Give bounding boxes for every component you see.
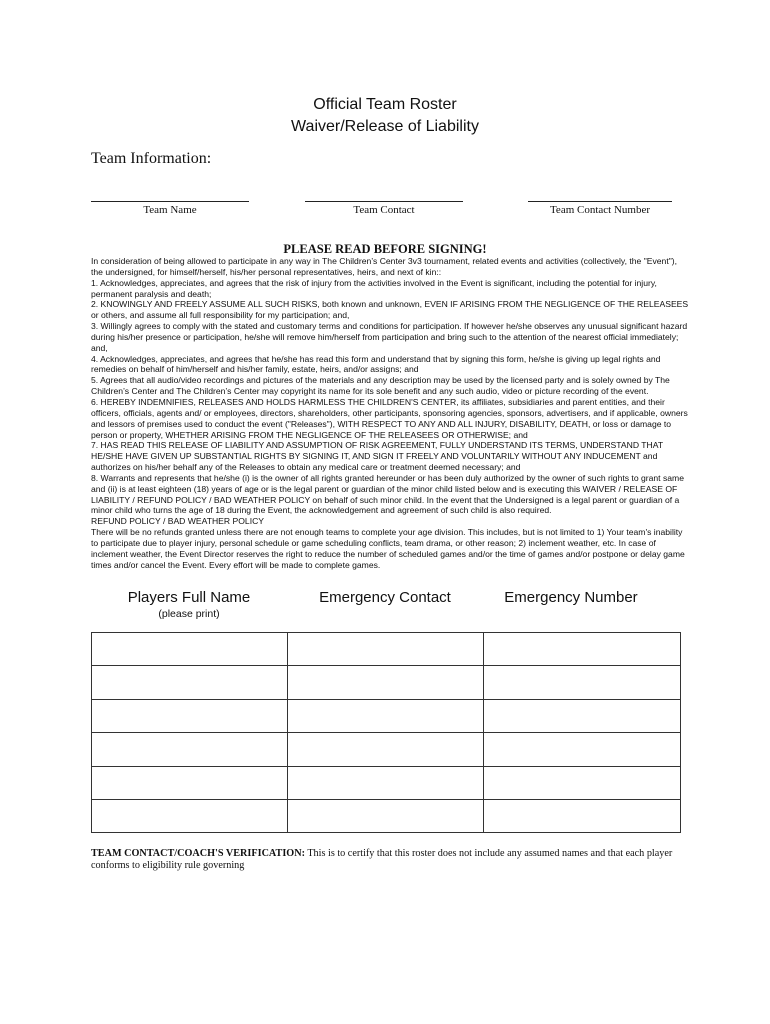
table-row [92, 633, 681, 666]
refund-policy-heading: REFUND POLICY / BAD WEATHER POLICY [91, 516, 265, 527]
refund-policy-text: There will be no refunds granted unless there are not enough teams to complete your age division. This includes, but is not limited to 1) Your team's inability to participate due to player injury, personal schedule or game scheduling conflicts, team drama, or other reason; 2) inclement weather, etc. In case of inclement weather, the Event Director reserves the right to reduce the number of scheduled games and/or the time of games and/or postpone or delay game times and/or cancel the Event. Every effort will be made to complete games. [91, 527, 685, 570]
emergency-number-heading: Emergency Number [504, 589, 638, 606]
waiver-clause-4: 4. Acknowledges, appreciates, and agrees that he/she has read this form and understand that by signing this form, he/she is giving up legal rights and remedies on behalf of him/herself and his/her family, estate, heirs, and/or assigns; and [91, 353, 661, 375]
waiver-clause-8: 8. Warrants and represents that he/she (i) is the owner of all rights granted hereunder or has been duly authorized by the owner of such rights to grant same and (ii) is at least eighteen (18) years of age or is the legal parent or guardian of the minor child listed below and is executing this WAIVER / RELEASE OF LIABILITY / REFUND POLICY / BAD WEATHER POLICY on behalf of such minor child. In the event that the Undersigned is a legal parent or guardian of a minor child who turns the age of 18 during the Event, the acknowledgement and agreement of such child is also required. [91, 472, 684, 516]
emergency-contact-cell[interactable] [288, 666, 484, 699]
player-name-cell[interactable] [92, 699, 288, 732]
waiver-clause-3: 3. Willingly agrees to comply with the stated and customary terms and conditions for participation. If however he/she observes any unusual significant hazard during his/her presence or participation, he/she will remove him/herself from participation and bring such to the attention of the nearest official immediately; and, [91, 321, 688, 353]
emergency-contact-cell[interactable] [288, 699, 484, 732]
emergency-number-cell[interactable] [484, 799, 681, 832]
table-row [92, 666, 681, 699]
team-contact-label: Team Contact [353, 204, 415, 216]
player-name-cell[interactable] [92, 799, 288, 832]
verification-label: TEAM CONTACT/COACH'S VERIFICATION: [91, 848, 305, 859]
table-row [92, 699, 681, 732]
document-subtitle: Waiver/Release of Liability [291, 118, 479, 135]
player-name-cell[interactable] [92, 733, 288, 766]
waiver-terms [91, 256, 691, 570]
please-print-note: (please print) [158, 608, 220, 620]
waiver-clause-2: 2. KNOWINGLY AND FREELY ASSUME ALL SUCH RISKS, both known and unknown, EVEN IF ARISING FROM THE NEGLIGENCE OF THE RELEASEES or others, and assume all full responsibility for my participation; and, [91, 299, 689, 321]
waiver-intro: In consideration of being allowed to participate in any way in The Children’s Center 3v3 tournament, related events and activities (collectively, the "Event"), the undersigned, for himself/herself, his/her personal representatives, heirs, and next of kin:: [91, 256, 678, 277]
team-name-line[interactable] [91, 201, 249, 202]
player-name-cell[interactable] [92, 633, 288, 666]
emergency-number-cell[interactable] [484, 733, 681, 766]
please-read-heading: PLEASE READ BEFORE SIGNING! [283, 242, 487, 256]
emergency-contact-cell[interactable] [288, 733, 484, 766]
document-title: Official Team Roster [313, 96, 457, 113]
players-full-name-heading: Players Full Name [127, 589, 251, 606]
table-row [92, 733, 681, 766]
waiver-clause-5: 5. Agrees that all audio/video recordings and pictures of the materials and any description may be used by the licensed party and is solely owned by The Children’s Center and The Children’s Center may copyright its name for its sole benefit and any such audio, video or picture recording of the event. [91, 375, 670, 397]
emergency-contact-cell[interactable] [288, 766, 484, 799]
emergency-contact-cell[interactable] [288, 799, 484, 832]
emergency-number-cell[interactable] [484, 666, 681, 699]
waiver-clause-1: 1. Acknowledges, appreciates, and agrees that the risk of injury from the activities involved in the Event is significant, including the potential for injury, permanent paralysis and death; [91, 277, 657, 299]
team-name-label: Team Name [143, 204, 197, 216]
verification-text: This is to certify that this roster does not include any assumed names and that each player conforms to eligibility rule governing [91, 848, 673, 871]
emergency-number-cell[interactable] [484, 766, 681, 799]
waiver-clause-6: 6. HEREBY INDEMNIFIES, RELEASES AND HOLDS HARMLESS THE CHILDREN'S CENTER, its affiliates, subsidiaries and parent entities, and their officers, officials, agents and/ or employees, directors, shareholders, other participants, sponsoring agencies, sponsors, advertisers, and if applicable, owners and lessors of premises used to conduct the event ("Releases"), WITH RESPECT TO ANY AND ALL INJURY, DISABILITY, DEATH, or loss or damage to person or property, WHETHER ARISING FROM THE NEGLIGENCE OF THE RELEASEES OR OTHERWISE; and [91, 396, 688, 440]
player-name-cell[interactable] [92, 766, 288, 799]
coach-verification [91, 848, 691, 872]
team-contact-number-label: Team Contact Number [549, 204, 651, 216]
emergency-contact-heading: Emergency Contact [319, 589, 451, 606]
emergency-number-cell[interactable] [484, 699, 681, 732]
table-row [92, 766, 681, 799]
table-row [92, 799, 681, 832]
player-roster-table [91, 632, 681, 833]
team-contact-line[interactable] [305, 201, 463, 202]
team-contact-number-line[interactable] [528, 201, 672, 202]
team-information-heading: Team Information: [91, 150, 212, 167]
emergency-contact-cell[interactable] [288, 633, 484, 666]
player-name-cell[interactable] [92, 666, 288, 699]
waiver-clause-7: 7. HAS READ THIS RELEASE OF LIABILITY AND ASSUMPTION OF RISK AGREEMENT, FULLY UNDERSTAND ITS TERMS, UNDERSTAND THAT HE/SHE HAVE GIVEN UP SUBSTANTIAL RIGHTS BY SIGNING IT, AND SIGN IT FREELY AND VOLUNTARILY WITHOUT ANY INDUCEMENT and authorizes on his/her behalf any of the Releases to obtain any medical care or treatment deemed necessary; and [91, 440, 663, 473]
emergency-number-cell[interactable] [484, 633, 681, 666]
